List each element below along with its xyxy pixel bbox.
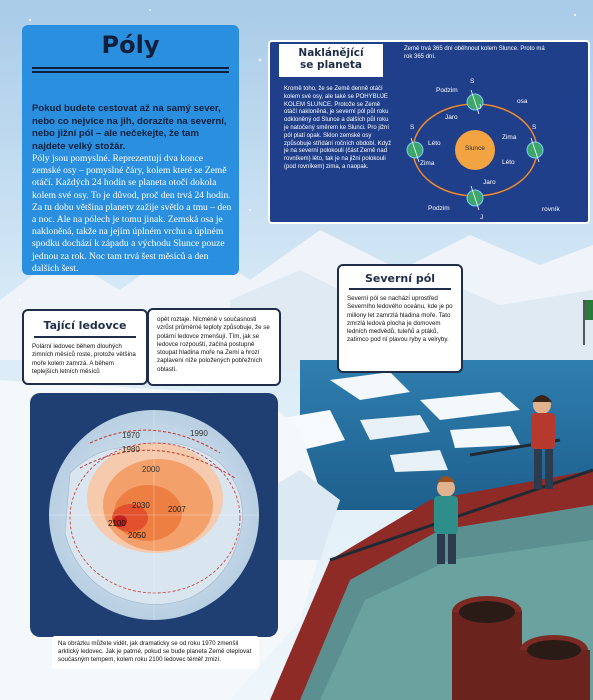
title-rule-top	[32, 67, 229, 69]
north-pole-box	[337, 264, 463, 373]
label-s-left: S	[410, 124, 415, 131]
tilt-top-text: Země trvá 365 dní oběhnout kolem Slunce. Proto má rok 365 dní.	[404, 46, 545, 60]
year-1980: 1980	[122, 445, 140, 454]
page-title: Póly	[101, 31, 160, 59]
year-2100: 2100	[108, 519, 126, 528]
year-2050: 2050	[128, 531, 146, 540]
tilt-title-line2: se planeta	[300, 59, 362, 71]
intro-body: Póly jsou pomyslné. Reprezentují dva konce zemské osy – pomyslné čáry, kolem které se Země otáčí. Každých 24 hodin se planeta otočí dokola kolem své osy. To je důvod, proč den trvá 24 hodin. Za tu dobu většina planety zažije světlo a tmu – den a noc. Ale na pólech je tomu jinak. Zemská osa je nakloněná, takže na jejím úplném vrchu a úplném spodku dochází k západu a východu Slunce pouze jednou za rok. Noc tam trvá šest měsíců a den dalších šest.	[32, 153, 232, 274]
melting-rule	[34, 336, 136, 338]
north-pole-title: Severní pól	[364, 272, 436, 285]
orbit-diagram	[395, 72, 585, 222]
label-rovnik: rovník	[542, 206, 560, 213]
year-1970: 1970	[122, 431, 140, 440]
melting-box	[22, 309, 148, 385]
year-1990: 1990	[190, 429, 208, 438]
tilt-title-line1: Naklánějící	[298, 47, 364, 59]
title-rule-bottom	[32, 71, 229, 73]
sun-label: Slunce	[465, 145, 485, 152]
year-2030: 2030	[132, 501, 150, 510]
label-zima-right: Zima	[502, 134, 517, 141]
arctic-map-panel	[30, 393, 278, 637]
north-pole-text: Severní pól se nachází uprostřed Severního ledového oceánu, kde je po miliony let zamrzlá hladina moře. Tato zmrzlá ledová plocha je domovem ledních medvědů, tuleňů a ptáků, zatímco pod ní plavou ryby a velryby.	[347, 295, 453, 344]
intro-panel	[22, 25, 239, 275]
label-leto-right: Léto	[502, 159, 515, 166]
tilt-text: Kromě toho, že se Země denně otáčí kolem své osy, ale také se POHYBUJE KOLEM SLUNCE. Protože se Země otáčí nakloněná, je severní pól půl roku odkloněný od Slunce a dalších půl roku je natočený směrem ke Slunci. Pro jižní pól platí opak. Sklon zemské osy způsobuje střídání ročních období. Když je na severní polokouli (část Země nad rovníkem) léto, tak je na jižní polokouli (pod rovníkem) zima, a naopak.	[284, 86, 392, 170]
melting-text-2: opět roztaje. Nicméně v současnosti vzrůst průměrné teploty způsobuje, že se polární ledovce zmenšují. Tím, jak se ledovce rozpouští, začíná postupně stoupat hladina moře na Zemi a hrozí zaplavení níže položených pobřežních oblastí.	[157, 316, 270, 373]
north-pole-rule	[349, 288, 451, 290]
label-j-top: J	[478, 104, 482, 111]
label-leto-left: Léto	[428, 140, 441, 147]
label-osa: osa	[517, 98, 528, 105]
label-j-bottom: J	[480, 214, 484, 221]
label-podzim-top: Podzim	[436, 87, 458, 94]
year-2007: 2007	[168, 505, 186, 514]
melting-text: Polární ledovec během dlouhých zimních měsíců roste, protože většina moře kolem zamrzá. A během teplejších letních měsíců	[32, 343, 136, 375]
arctic-map	[30, 393, 278, 637]
label-zima-left: Zima	[420, 160, 435, 167]
label-s-top: S	[470, 78, 475, 85]
intro-lead: Pokud budete cestovat až na samý sever, nebo co nejvíce na jih, dorazíte na severní, nebo jižní pól – ale nečekejte, že tam najdete velký stožár.	[32, 103, 227, 152]
label-jaro-bottom: Jaro	[483, 179, 496, 186]
label-jaro-top: Jaro	[445, 114, 458, 121]
year-2000: 2000	[142, 465, 160, 474]
tilt-title	[279, 44, 383, 77]
tilt-panel	[268, 40, 590, 224]
map-caption: Na obrázku můžete vidět, jak dramaticky se od roku 1970 zmenšil arktický ledovec. Jak je patrné, pokud se bude planeta Země oteplovat současným tempem, kolem roku 2100 ledovec téměř zmizí.	[52, 636, 259, 669]
label-s-right: S	[532, 124, 537, 131]
melting-title: Tající ledovce	[43, 319, 127, 332]
label-podzim-bottom: Podzim	[428, 205, 450, 212]
melting-box-continued	[147, 308, 281, 386]
